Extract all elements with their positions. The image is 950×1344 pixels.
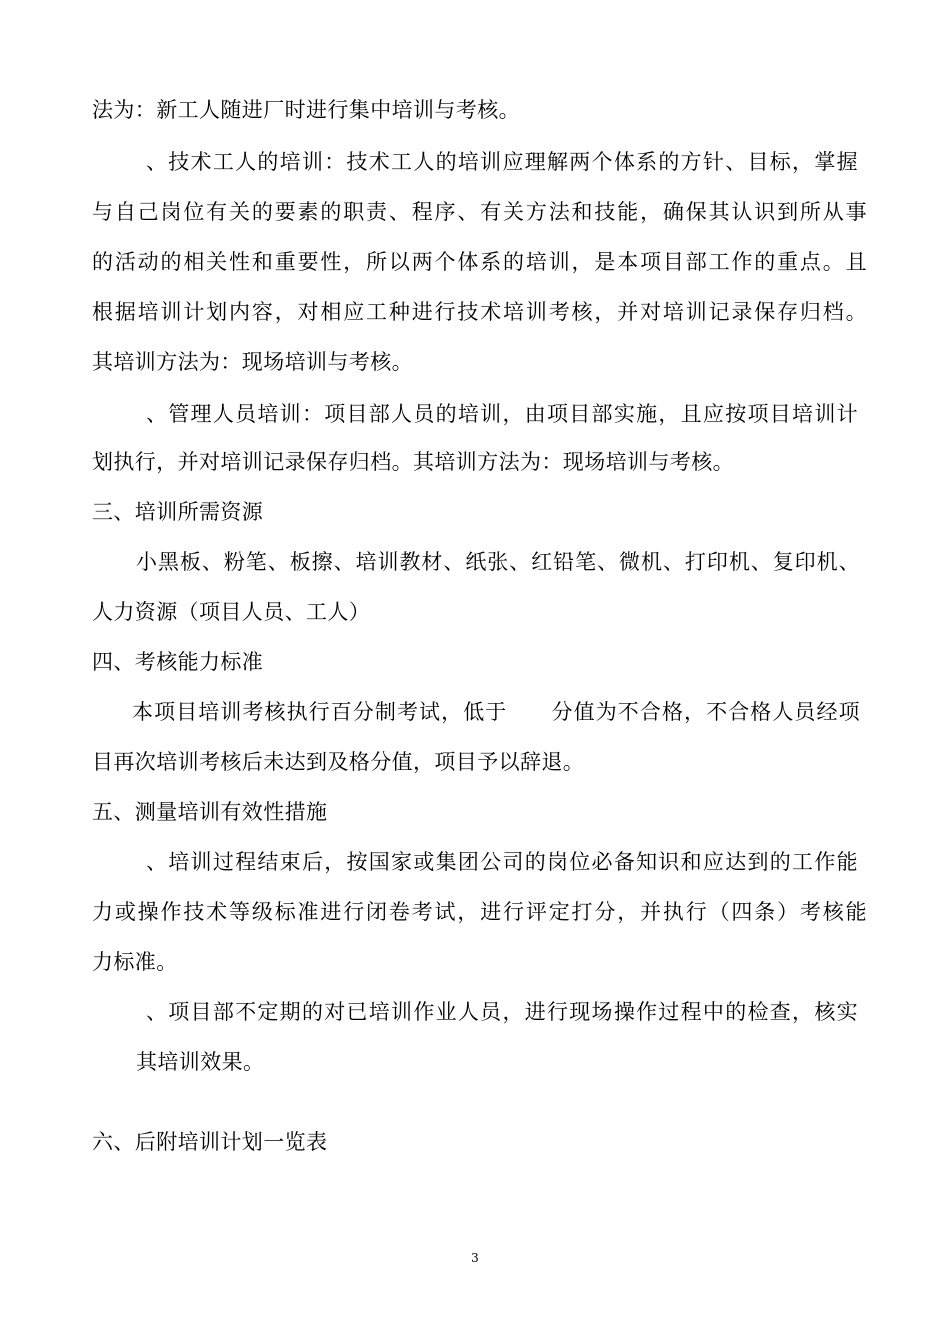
section-heading: 三、培训所需资源 [92,500,264,524]
section-heading: 六、后附培训计划一览表 [92,1130,328,1154]
paragraph-line: 划执行，并对培训记录保存归档。其培训方法为：现场培训与考核。 [92,450,734,474]
paragraph-line: 、项目部不定期的对已培训作业人员，进行现场操作过程中的检查，核实 [146,1000,858,1024]
paragraph-line: 的活动的相关性和重要性，所以两个体系的培训，是本项目部工作的重点。且 [92,250,867,274]
paragraph-line: 力或操作技术等级标准进行闭卷考试，进行评定打分，并执行（四条）考核能 [92,900,867,924]
page-number: 3 [471,1251,479,1265]
paragraph-line: 、管理人员培训：项目部人员的培训，由项目部实施，且应按项目培训计 [146,402,858,426]
paragraph-line: 人力资源（项目人员、工人） [92,600,371,624]
paragraph-line: 力标准。 [92,950,178,974]
section-heading: 四、考核能力标准 [92,650,264,674]
paragraph-line: 、培训过程结束后，按国家或集团公司的岗位必备知识和应达到的工作能 [146,850,858,874]
paragraph-line: 与自己岗位有关的要素的职责、程序、有关方法和技能，确保其认识到所从事 [92,200,867,224]
paragraph-line: 根据培训计划内容，对相应工种进行技术培训考核，并对培训记录保存归档。 [92,300,867,324]
paragraph-line: 本项目培训考核执行百分制考试，低于 分值为不合格，不合格人员经项 [132,700,860,724]
paragraph-line: 其培训方法为：现场培训与考核。 [92,350,413,374]
paragraph-line: 法为：新工人随进厂时进行集中培训与考核。 [92,98,520,122]
paragraph-line: 、技术工人的培训：技术工人的培训应理解两个体系的方针、目标，掌握 [146,150,858,174]
section-heading: 五、测量培训有效性措施 [92,800,328,824]
paragraph-line: 小黑板、粉笔、板擦、培训教材、纸张、红铅笔、微机、打印机、复印机、 [136,550,860,574]
paragraph-line: 其培训效果。 [136,1050,265,1074]
paragraph-line: 目再次培训考核后未达到及格分值，项目予以辞退。 [92,750,585,774]
